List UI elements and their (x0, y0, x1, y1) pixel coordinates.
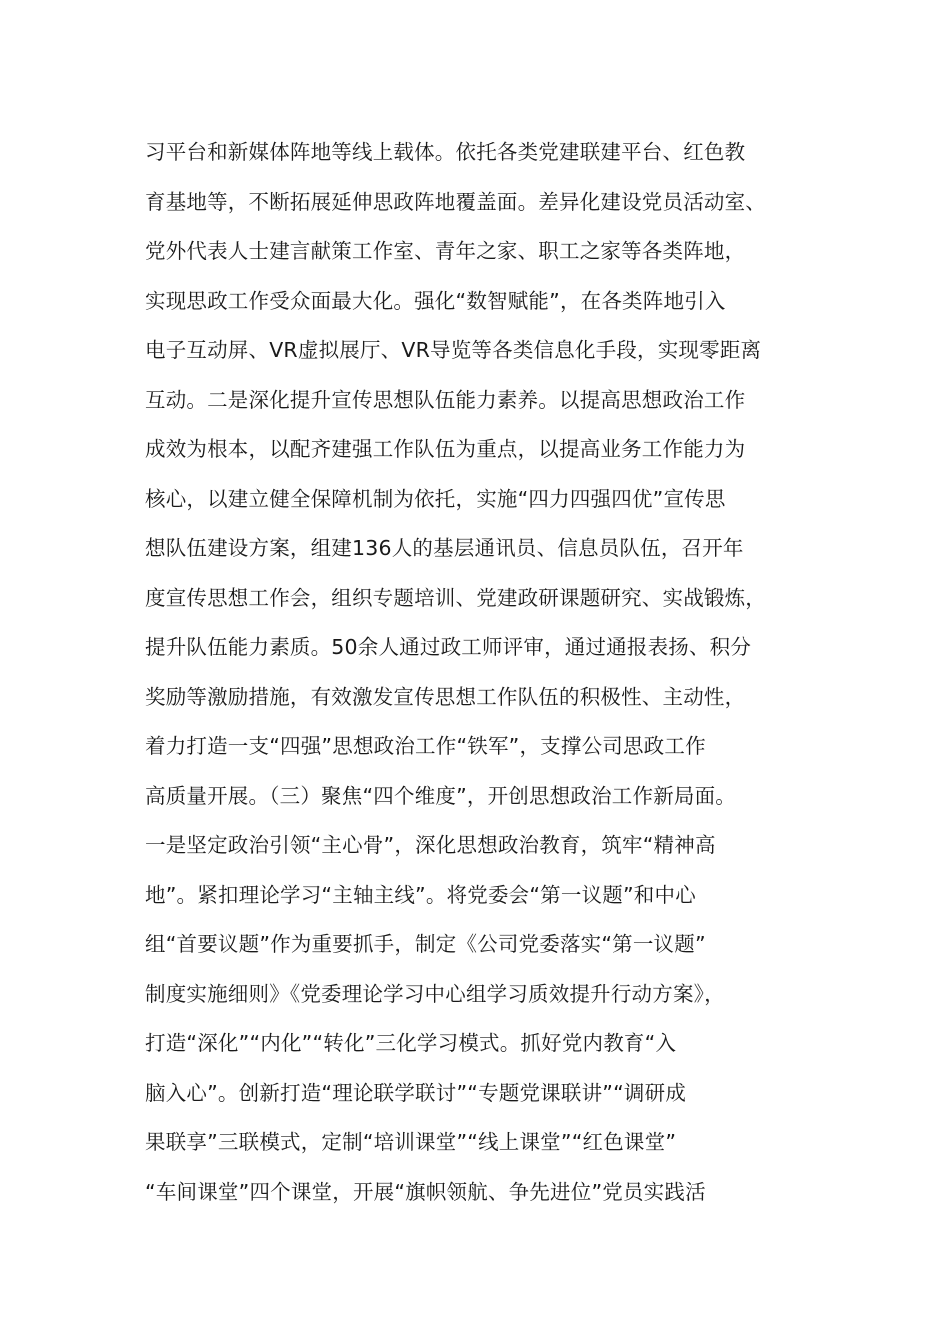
text-line: 果联享”三联模式，定制“培训课堂”“线上课堂”“红色课堂” (145, 1130, 677, 1154)
text-line: 实现思政工作受众面最大化。强化“数智赋能”，在各类阵地引入 (145, 288, 726, 313)
text-line: 奖励等激励措施，有效激发宣传思想工作队伍的积极性、主动性， (145, 684, 746, 709)
text-line: 制度实施细则》《党委理论学习中心组学习质效提升行动方案》， (145, 981, 725, 1006)
text-line: 脑入心”。创新打造“理论联学联讨”“专题党课联讲”“调研成 (145, 1080, 687, 1105)
text-line: 度宣传思想工作会，组织专题培训、党建政研课题研究、实战锻炼， (145, 585, 766, 610)
text-line: 习平台和新媒体阵地等线上载体。依托各类党建联建平台、红色教 (145, 140, 746, 164)
text-line: 核心，以建立健全保障机制为依托，实施“四力四强四优”宣传思 (145, 486, 726, 511)
text-line: 互动。二是深化提升宣传思想队伍能力素养。以提高思想政治工作 (145, 387, 746, 412)
text-line: 地”。紧扣理论学习“主轴主线”。将党委会“第一议题”和中心 (145, 882, 696, 907)
body-text (145, 132, 845, 1221)
text-line: 电子互动屏、VR虚拟展厅、VR导览等各类信息化手段，实现零距离 (145, 338, 762, 362)
text-line: 组“首要议题”作为重要抓手，制定《公司党委落实“第一议题” (145, 932, 706, 956)
text-line: 高质量开展。（三）聚焦“四个维度”，开创思想政治工作新局面。 (145, 783, 736, 808)
text-line: 育基地等，不断拓展延伸思政阵地覆盖面。差异化建设党员活动室、 (145, 189, 766, 214)
text-line: “车间课堂”四个课堂，开展“旗帜领航、争先进位”党员实践活 (145, 1179, 706, 1204)
text-line: 成效为根本，以配齐建强工作队伍为重点，以提高业务工作能力为 (145, 437, 746, 461)
text-line: 打造“深化”“内化”“转化”三化学习模式。抓好党内教育“入 (145, 1031, 677, 1055)
text-line: 着力打造一支“四强”思想政治工作“铁军”，支撑公司思政工作 (145, 734, 706, 758)
text-line: 一是坚定政治引领“主心骨”，深化思想政治教育，筑牢“精神高 (145, 833, 716, 857)
text-line: 想队伍建设方案，组建136人的基层通讯员、信息员队伍，召开年 (145, 536, 744, 560)
text-line: 提升队伍能力素质。50余人通过政工师评审，通过通报表扬、积分 (145, 635, 752, 659)
text-line: 党外代表人士建言献策工作室、青年之家、职工之家等各类阵地， (145, 239, 746, 263)
